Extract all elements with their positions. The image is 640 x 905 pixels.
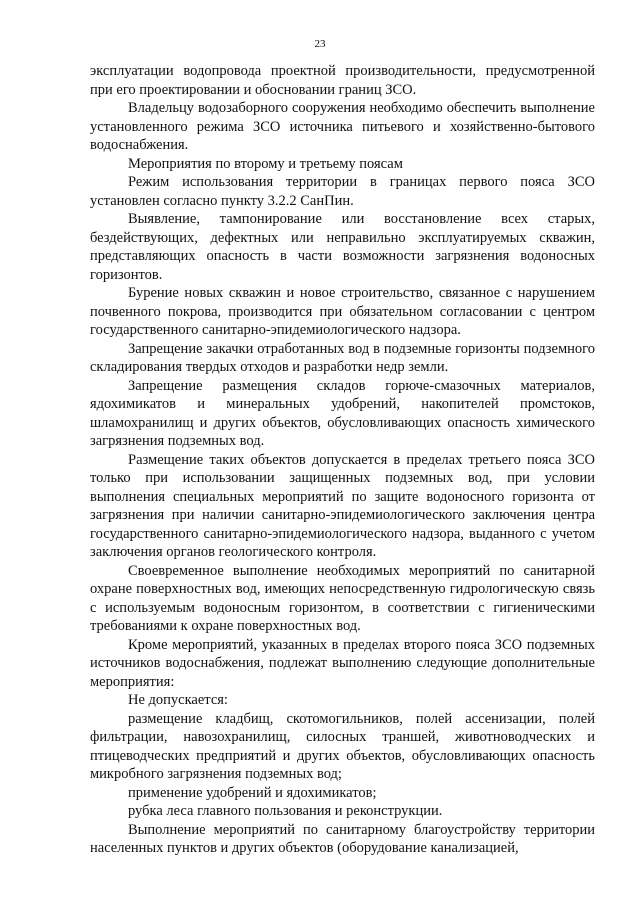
paragraph: Выявление, тампонирование или восстановление всех старых, бездействующих, дефектных или неправильно эксплуатируемых скважин, представляющих опасность в части возможности загрязнения водоносных горизонтов. <box>90 211 595 283</box>
page-number: 23 <box>314 38 326 50</box>
list-item: размещение кладбищ, скотомогильников, полей ассенизации, полей фильтрации, навозохранилищ, силосных траншей, животноводческих и птицеводческих предприятий и других объектов, обусловливающих опасность микробного загрязнения подземных вод; <box>90 710 595 782</box>
list-item: применение удобрений и ядохимикатов; <box>128 784 377 801</box>
paragraph: Режим использования территории в границах первого пояса ЗСО установлен согласно пункту 3.2.2 СанПин. <box>90 174 595 209</box>
paragraph: Не допускается: <box>128 692 228 708</box>
paragraph: Владельцу водозаборного сооружения необходимо обеспечить выполнение установленного режима ЗСО источника питьевого и хозяйственно-бытового водоснабжения. <box>90 100 595 153</box>
paragraph: Кроме мероприятий, указанных в пределах второго пояса ЗСО подземных источников водоснабжения, подлежат выполнению следующие дополнительные мероприятия: <box>90 636 595 690</box>
paragraph: Выполнение мероприятий по санитарному благоустройству территории населенных пунктов и других объектов (оборудование канализацией, <box>90 821 595 856</box>
paragraph: Запрещение закачки отработанных вод в подземные горизонты подземного складирования твердых отходов и разработки недр земли. <box>90 340 595 375</box>
paragraph: Размещение таких объектов допускается в пределах третьего пояса ЗСО только при использовании защищенных подземных вод, при условии выполнения специальных мероприятий по защите водоносного горизонта от загрязнения при наличии санитарно-эпидемиологического заключения центра государственного санитарно-эпидемиологического надзора, выданного с учетом заключения органов геологического контроля. <box>90 451 595 560</box>
paragraph: Запрещение размещения складов горюче-смазочных материалов, ядохимикатов и минеральных удобрений, накопителей промстоков, шламохранилищ и других объектов, обусловливающих опасность химического загрязнения подземных вод. <box>90 377 595 449</box>
paragraph: эксплуатации водопровода проектной производительности, предусмотренной при его проектировании и обосновании границ ЗСО. <box>90 63 595 98</box>
document-body <box>90 62 595 858</box>
section-heading: Мероприятия по второму и третьему поясам <box>128 155 403 172</box>
paragraph: Своевременное выполнение необходимых мероприятий по санитарной охране поверхностных вод, имеющих непосредственную гидрологическую связь с используемым водоносным горизонтом, в соответствии с гигиеническими требованиями к охране поверхностных вод. <box>90 562 595 634</box>
paragraph: Бурение новых скважин и новое строительство, связанное с нарушением почвенного покрова, производится при обязательном согласовании с центром государственного санитарно-эпидемиологического надзора. <box>90 285 595 338</box>
list-item: рубка леса главного пользования и реконструкции. <box>128 803 443 819</box>
